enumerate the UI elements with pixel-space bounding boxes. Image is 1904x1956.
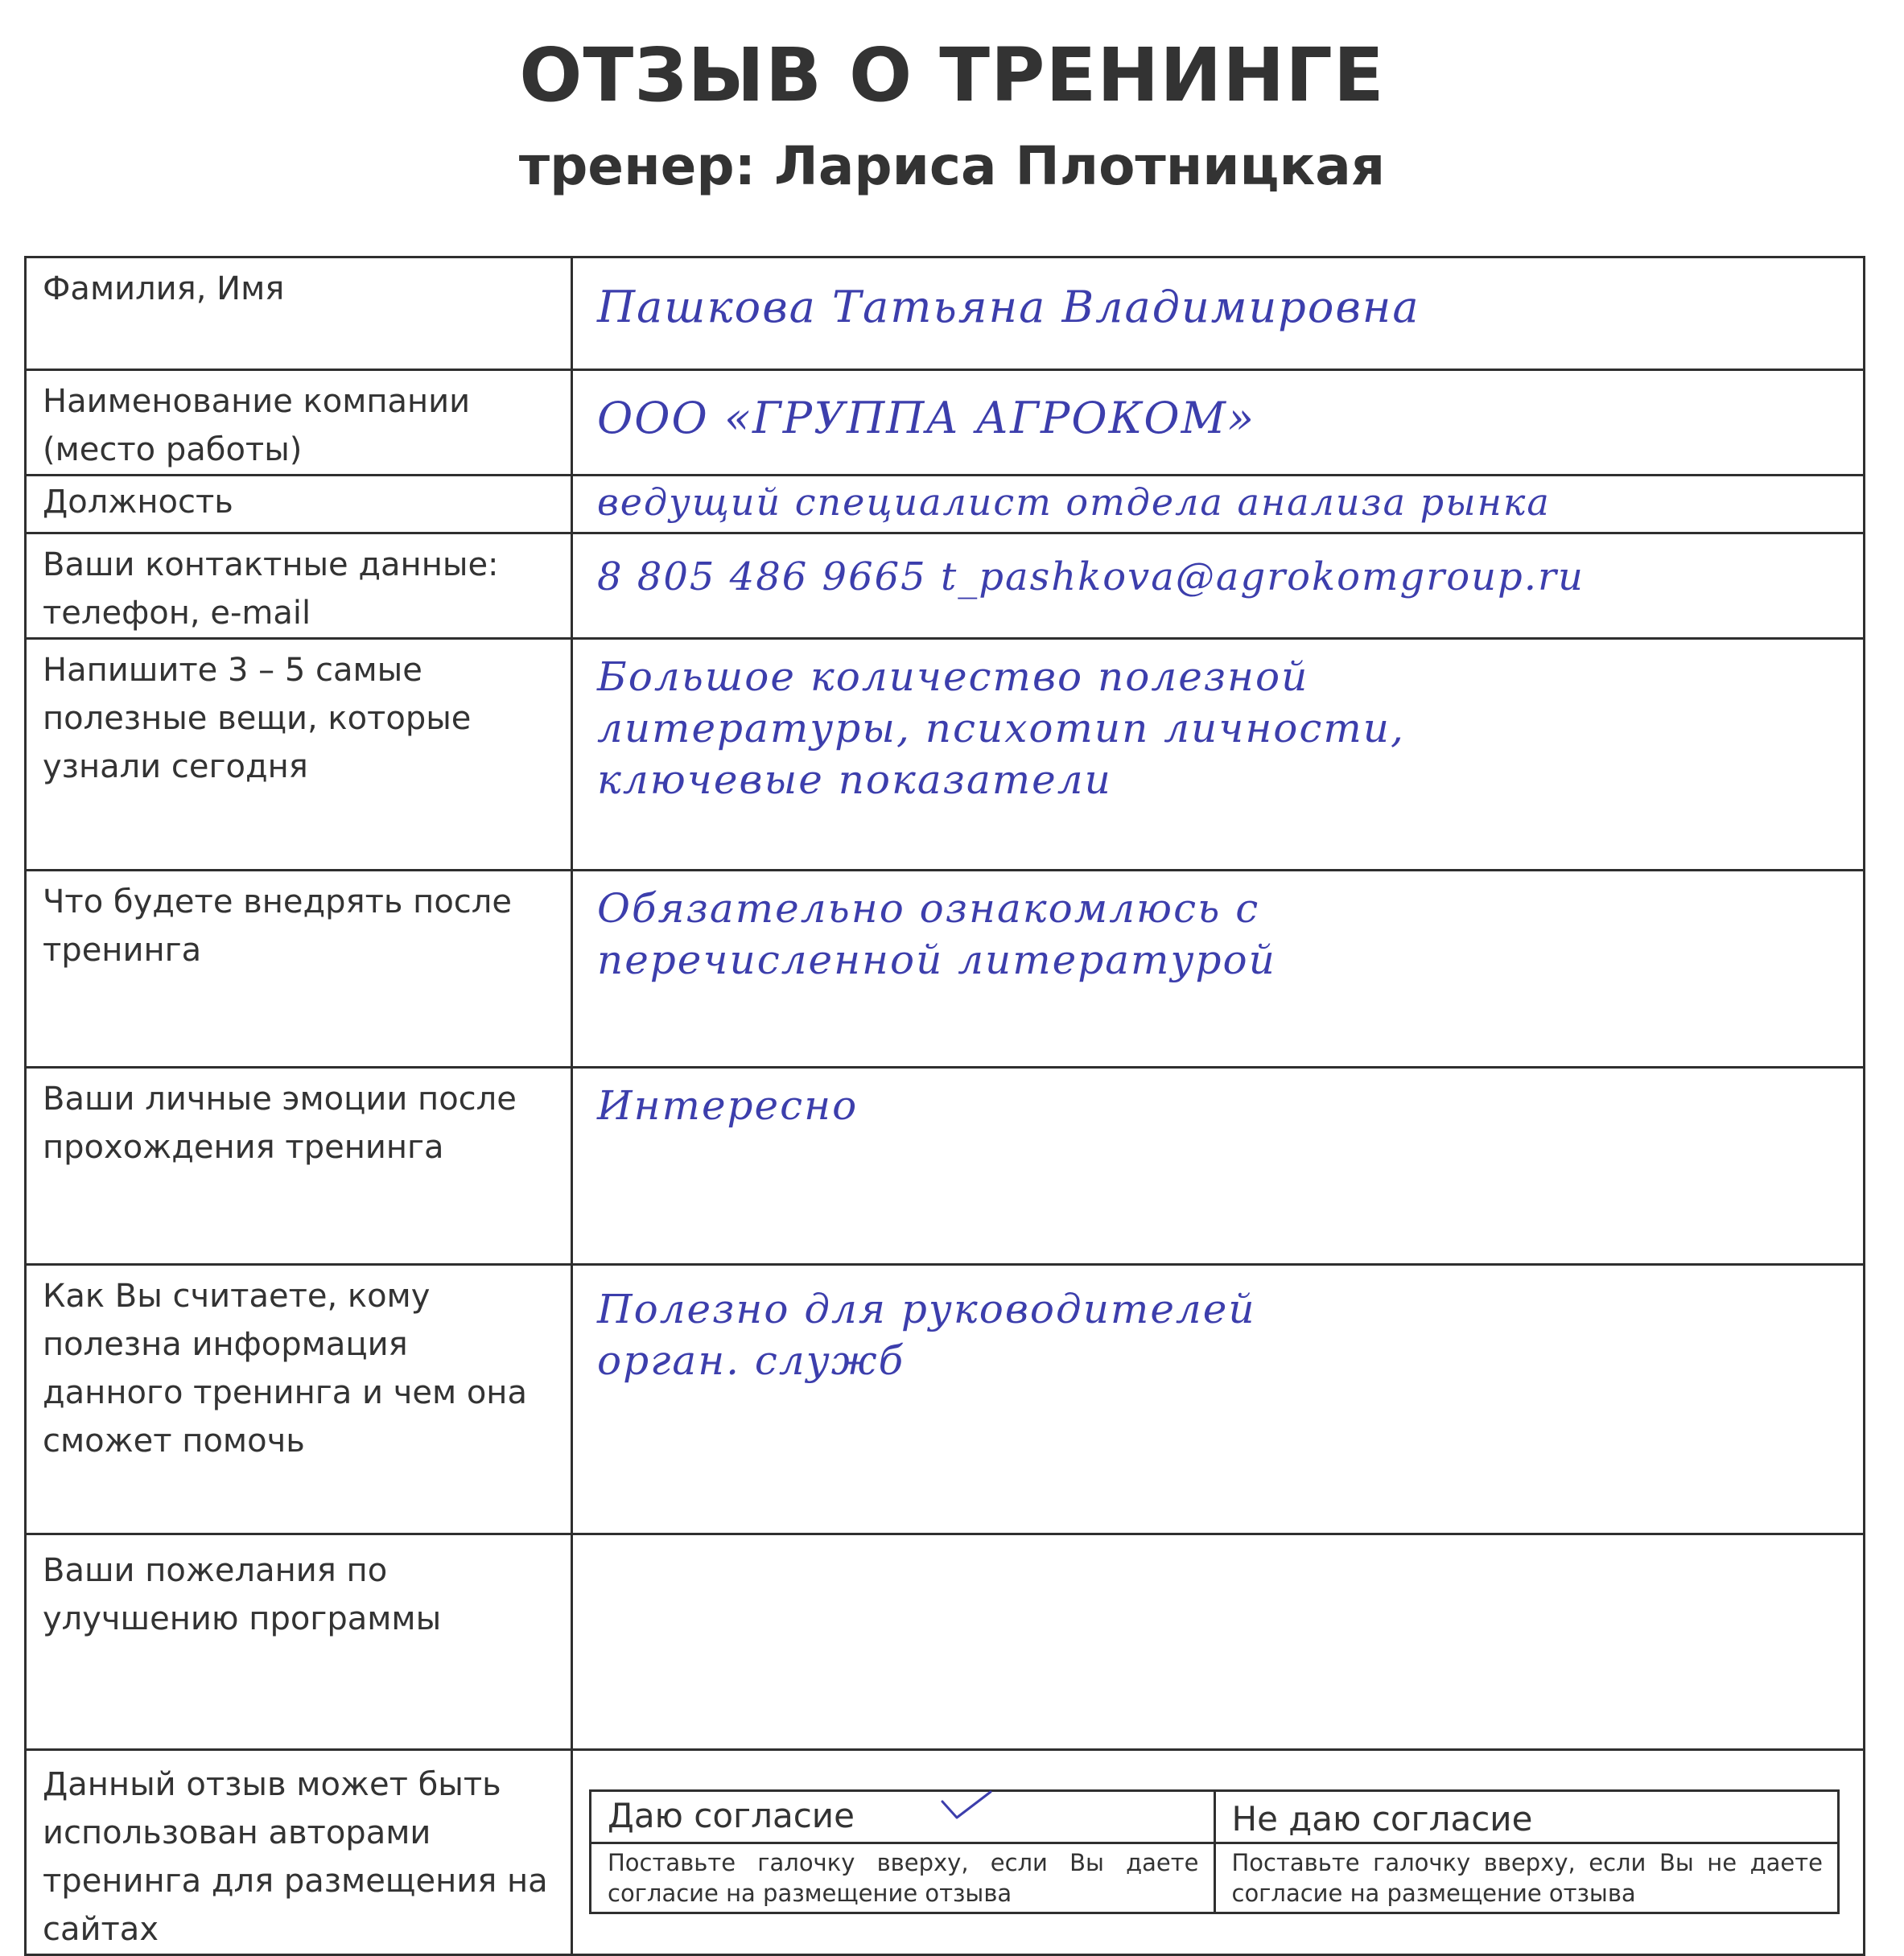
field-label: Должность: [43, 484, 233, 521]
form-row-consent: [26, 1750, 1865, 1955]
page-subtitle: тренер: Лариса Плотницкая: [518, 135, 1386, 197]
form-row-company: [26, 370, 1865, 476]
emotions-field[interactable]: [572, 1068, 1865, 1265]
field-label: Данный отзыв может быть использован авторами тренинга для размещения на сайтах: [43, 1766, 548, 1948]
field-answer: ведущий специалист отдела анализа рынка: [597, 480, 1551, 524]
field-answer: Полезно для руководителей орган. служб: [597, 1286, 1256, 1384]
form-row-name: [26, 257, 1865, 370]
disagree-option[interactable]: [1214, 1791, 1839, 1843]
usefulness-field[interactable]: [572, 1265, 1865, 1534]
form-row-useful-things: [26, 639, 1865, 871]
position-field[interactable]: [572, 476, 1865, 533]
field-answer: Пашкова Татьяна Владимировна: [597, 282, 1420, 332]
agree-label: Даю согласие: [608, 1796, 855, 1835]
field-label: Фамилия, Имя: [43, 270, 285, 307]
form-row-contacts: [26, 533, 1865, 639]
field-answer: Большое количество полезной литературы, психотип личности, ключевые показатели: [597, 653, 1405, 803]
field-answer: 8 805 486 9665 t_pashkova@agrokomgroup.ru: [597, 554, 1585, 599]
form-row-emotions: [26, 1068, 1865, 1265]
field-label: Ваши личные эмоции после прохождения тренинга: [43, 1081, 517, 1166]
form-row-usefulness: [26, 1265, 1865, 1534]
field-label: Ваши пожелания по улучшению программы: [43, 1552, 442, 1637]
field-answer: Обязательно ознакомлюсь с перечисленной литературой: [597, 885, 1276, 983]
consent-field: [572, 1750, 1865, 1955]
wishes-field[interactable]: [572, 1534, 1865, 1750]
consent-table: [589, 1789, 1840, 1914]
checkmark-icon: [938, 1789, 994, 1824]
name-field[interactable]: [572, 257, 1865, 370]
field-label: Что будете внедрять после тренинга: [43, 883, 512, 969]
field-label: Как Вы считаете, кому полезна информация данного тренинга и чем она сможет помочь: [43, 1278, 527, 1460]
field-label: Ваши контактные данные: телефон, e-mail: [43, 546, 499, 632]
agree-option[interactable]: [591, 1791, 1215, 1843]
disagree-label: Не даю согласие: [1231, 1799, 1533, 1839]
field-label: Наименование компании (место работы): [43, 383, 471, 468]
form-row-position: [26, 476, 1865, 533]
disagree-hint: Поставьте галочку вверху, если Вы не даете согласие на размещение отзыва: [1231, 1849, 1823, 1907]
field-label: Напишите 3 – 5 самые полезные вещи, которые узнали сегодня: [43, 652, 472, 785]
useful-things-field[interactable]: [572, 639, 1865, 871]
contacts-field[interactable]: [572, 533, 1865, 639]
implement-field[interactable]: [572, 871, 1865, 1068]
form-row-implement: [26, 871, 1865, 1068]
company-field[interactable]: [572, 370, 1865, 476]
field-answer: ООО «ГРУППА АГРОКОМ»: [597, 393, 1256, 443]
field-answer: Интересно: [597, 1082, 859, 1129]
form-row-wishes: [26, 1534, 1865, 1750]
agree-hint: Поставьте галочку вверху, если Вы даете согласие на размещение отзыва: [608, 1849, 1199, 1907]
feedback-form-table: [24, 256, 1865, 1956]
page-title: ОТЗЫВ О ТРЕНИНГЕ: [519, 32, 1385, 118]
